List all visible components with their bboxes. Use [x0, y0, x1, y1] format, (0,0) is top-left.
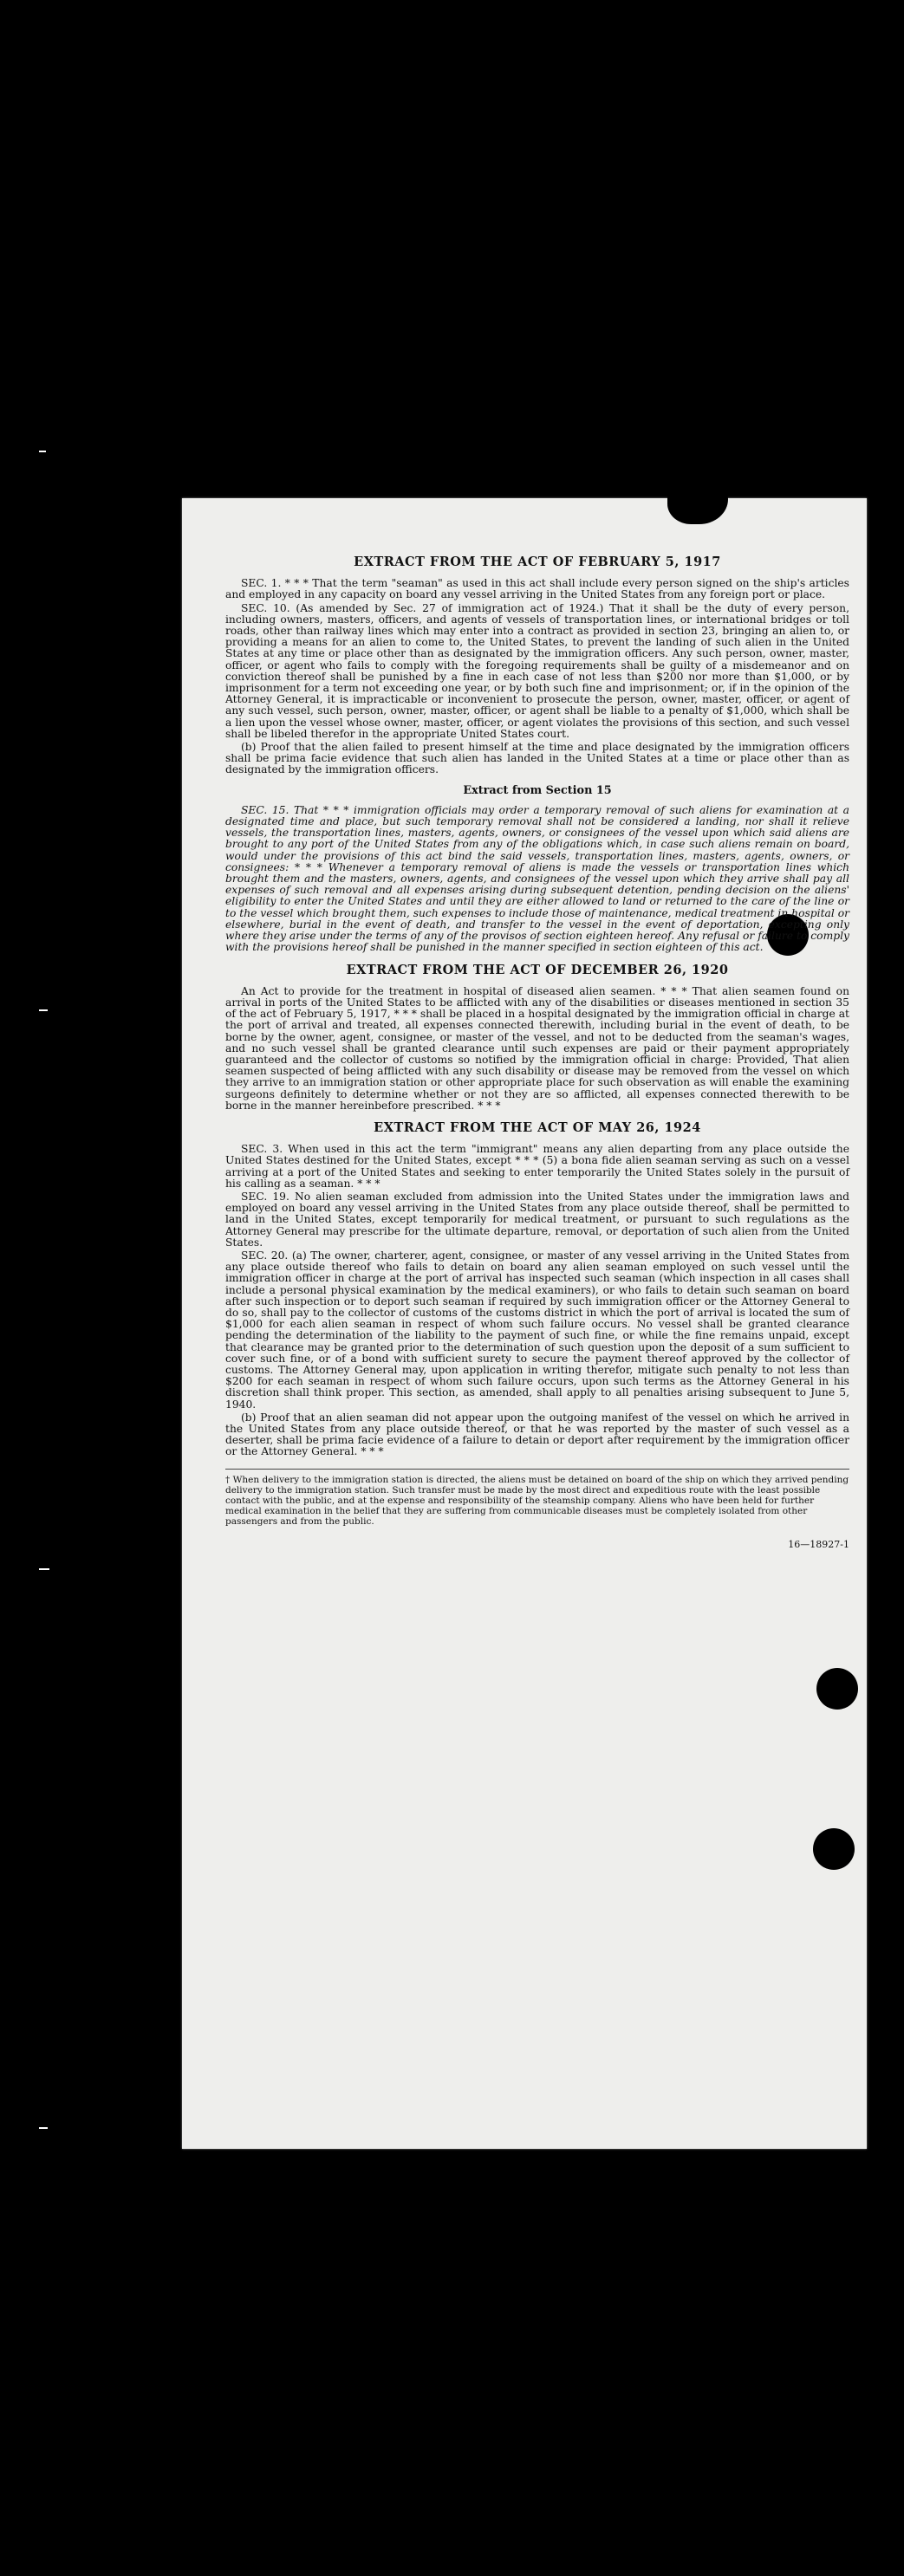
document-text	[225, 546, 849, 1550]
film-edge-mark	[39, 2127, 48, 2129]
torn-corner	[667, 472, 728, 524]
film-edge-mark	[39, 1009, 48, 1011]
heading-1924: EXTRACT FROM THE ACT OF MAY 26, 1924	[374, 1119, 701, 1135]
heading-1920: EXTRACT FROM THE ACT OF DECEMBER 26, 1920	[346, 962, 729, 977]
paragraph-sec15: SEC. 15. That * * * immigration officials may order a temporary removal of such aliens for examination at a designated time and place, but such temporary removal shall not be considered a landing, nor shall it relieve vessels, the transportation lines, masters, agents, owners, or consignees of the vessel upon which said aliens are brought to any port of the United States from any of the obligations which, in case such aliens remain on board, would under the provisions of this act bind the said vessels, transportation lines, masters, agents, owners, or consignees: * * * Whenever a temporary removal of aliens is made the vessels or transportation lines which brought them and the masters, owners, agents, and consignees of the vessel upon which they arrive shall pay all expenses of such removal and all expenses arising during subsequent detention, pending decision on the aliens' eligibility to enter the United States and until they are either allowed to land or returned to the care of the line or to the vessel which brought them, such expenses to include those of maintenance, medical treatment in hospital or elsewhere, burial in the event of death, and transfer to the vessel in the event of deportation, excepting only where they arise under the terms of any of the provisos of section eighteen hereof. Any refusal or failure to comply with the provisions hereof shall be punished in the manner specified in section eighteen of this act.	[225, 803, 849, 954]
paragraph-proof: (b) Proof that the alien failed to present himself at the time and place designated by the immigration officers shall be prima facie evidence that such alien has landed in the United States at a time or place other than as designated by the immigration officers.	[225, 741, 849, 776]
paragraph-sec10: SEC. 10. (As amended by Sec. 27 of immigration act of 1924.) That it shall be the duty of every person, including owners, masters, officers, and agents of vessels of transportation lines, or international bridges or toll roads, other than railway lines which may enter into a contract as provided in section 23, bringing an alien to, or providing a means for an alien to come to, the United States, to prevent the landing of such alien in the United States at any time or place other than as designated by the immigration officers. Any such person, owner, master, officer, or agent who fails to comply with the foregoing requirements shall be guilty of a misdemeanor and on conviction thereof shall be punished by a fine in each case of not less than $200 nor more than $1,000, or by imprisonment for a term not exceeding one year, or by both such fine and imprisonment; or, if in the opinion of the Attorney General, it is impracticable or inconvenient to prosecute the person, owner, master, officer, or agent of any such vessel, such person, owner, master, officer, or agent shall be liable to a penalty of $1,000, which shall be a lien upon the vessel whose owner, master, officer, or agent violates the provisions of this section, and such vessel shall be libeled therefor in the appropriate United States court.	[225, 601, 849, 740]
form-code: 16—18927-1	[788, 1538, 849, 1550]
paragraph-sec20: SEC. 20. (a) The owner, charterer, agent, consignee, or master of any vessel arriving in the United States from any place outside thereof who fails to detain on board any alien seaman employed on such vessel until the immigration officer in charge at the port of arrival has inspected such seaman (which inspection in all cases shall include a personal physical examination by the medical examiners), or who fails to detain such seaman on board after such inspection or to deport such seaman if required by such immigration officer or the Attorney General to do so, shall pay to the collector of customs of the customs district in which the port of arrival is located the sum of $1,000 for each alien seaman in respect of whom such failure occurs. No vessel shall be granted clearance pending the determination of the liability to the payment of such fine, or while the fine remains unpaid, except that clearance may be granted prior to the determination of such question upon the deposit of a sum sufficient to cover such fine, or of a bond with sufficient surety to secure the payment thereof approved by the collector of customs. The Attorney General may, upon application in writing therefor, mitigate such penalty to not less than $200 for each seaman in respect of whom such failure occurs, upon such terms as the Attorney General in his discretion shall think proper. This section, as amended, shall apply to all penalties arising subsequent to June 5, 1940.	[225, 1249, 849, 1411]
punch-hole	[816, 1668, 858, 1710]
heading-sec15: Extract from Section 15	[463, 783, 612, 797]
paragraph-1920: An Act to provide for the treatment in hospital of diseased alien seamen. * * * That alien seamen found on arrival in ports of the United States to be afflicted with any of the disabilities or diseases mentioned in section 35 of the act of February 5, 1917, * * * shall be placed in a hospital designated by the immigration official in charge at the port of arrival and treated, all expenses connected therewith, including burial in the event of death, to be borne by the owner, agent, consignee, or master of the vessel, and not to be deducted from the seaman's wages, and no such vessel shall be granted clearance until such expenses are paid or their payment appropriately guaranteed and the collector of customs so notified by the immigration official in charge: Provided, That alien seamen suspected of being afflicted with any such disability or disease may be removed from the vessel on which they arrive to an immigration station or other appropriate place for such observation as will enable the examining surgeons definitely to determine whether or not they are so afflicted, all expenses connected therewith to be borne in the manner hereinbefore prescribed. * * *	[225, 984, 849, 1112]
heading-1917: EXTRACT FROM THE ACT OF FEBRUARY 5, 1917	[354, 555, 721, 569]
paragraph-sec3: SEC. 3. When used in this act the term "immigrant" means any alien departing from any place outside the United States destined for the United States, except * * * (5) a bona fide alien seaman serving as such on a vessel arriving at a port of the United States and seeking to enter temporarily the United States solely in the pursuit of his calling as a seaman. * * *	[225, 1143, 849, 1190]
punch-hole	[813, 1828, 855, 1870]
footnote: † When delivery to the immigration station is directed, the aliens must be detained on board of the ship on which they arrived pending delivery to the immigration station. Such transfer must be made by the most direct and expeditious route with the least possible contact with the public, and at the expense and responsibility of the steamship company. Aliens who have been held for further medical examination in the belief that they are suffering from communicable diseases must be completely isolated from other passengers and from the public.	[225, 1469, 849, 1527]
paragraph-sec1: SEC. 1. * * * That the term "seaman" as used in this act shall include every person signed on the ship's articles and employed in any capacity on board any vessel arriving in the United States from any foreign port or place.	[225, 577, 849, 601]
paragraph-sec19: SEC. 19. No alien seaman excluded from admission into the United States under the immigration laws and employed on board any vessel arriving in the United States from any place outside thereof, shall be permitted to land in the United States, except temporarily for medical treatment, or pursuant to such regulations as the Attorney General may prescribe for the ultimate departure, removal, or deportation of such alien from the United States.	[225, 1190, 849, 1249]
film-edge-mark	[39, 1568, 49, 1570]
film-edge-mark	[39, 451, 46, 452]
paragraph-sec20b: (b) Proof that an alien seaman did not appear upon the outgoing manifest of the vessel on which he arrived in the United States from any place outside thereof, or that he was reported by the master of such vessel as a deserter, shall be prima facie evidence of a failure to detain or deport after requirement by the immigration officer or the Attorney General. * * *	[225, 1411, 849, 1458]
